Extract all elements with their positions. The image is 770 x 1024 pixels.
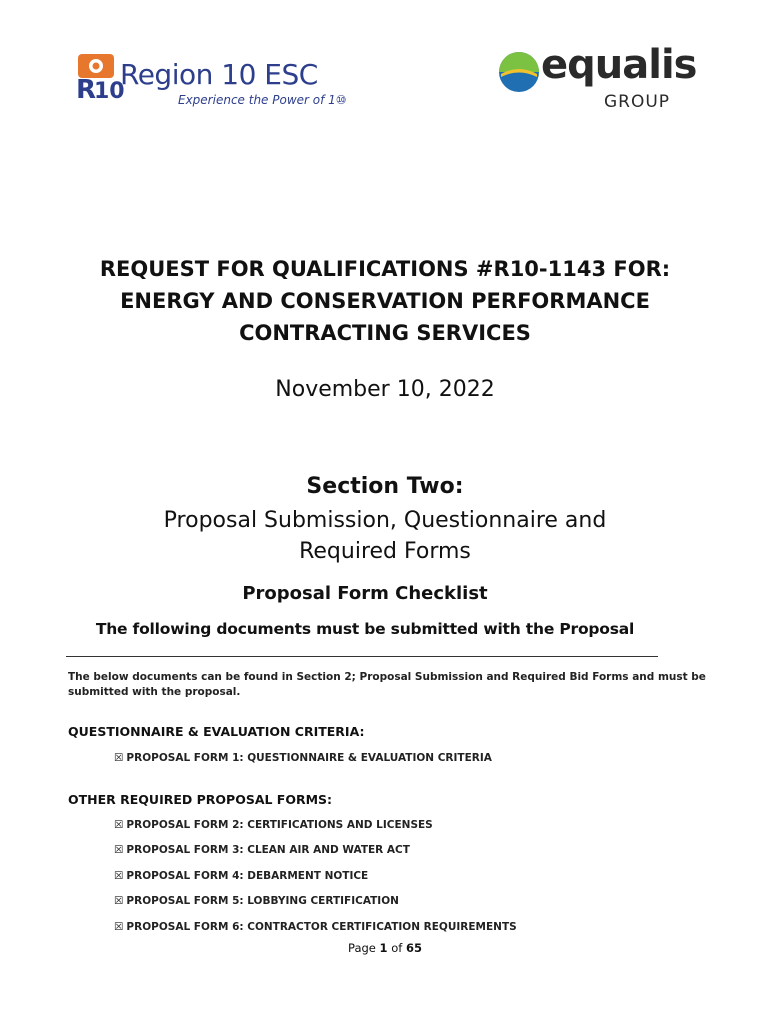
document-title (0, 253, 770, 349)
checked-box-icon: ☒ (114, 819, 124, 831)
title-line: CONTRACTING SERVICES (239, 321, 531, 345)
title-line: REQUEST FOR QUALIFICATIONS #R10-1143 FOR: (99, 257, 671, 281)
checklist-item (114, 844, 410, 856)
checklist-item-label: PROPOSAL FORM 3: CLEAN AIR AND WATER ACT (126, 844, 410, 856)
region10-logo-mark (74, 52, 125, 105)
checklist-note: The following documents must be submitted with the Proposal (95, 620, 635, 638)
section-subtitle-line: Required Forms (299, 539, 471, 564)
divider (66, 656, 658, 657)
checklist-item-label: PROPOSAL FORM 6: CONTRACTOR CERTIFICATION REQUIREMENTS (126, 921, 517, 933)
region10-logo-name: Region 10 ESC (120, 58, 318, 91)
checked-box-icon: ☒ (114, 870, 124, 882)
title-line: ENERGY AND CONSERVATION PERFORMANCE (120, 289, 650, 313)
checked-box-icon: ☒ (114, 844, 124, 856)
checklist-item (114, 895, 399, 907)
checklist-item (114, 819, 433, 831)
intro-paragraph: The below documents can be found in Section 2; Proposal Submission and Required Bid Forms and must be submitted with the proposal. (68, 671, 706, 698)
checklist-item-label: PROPOSAL FORM 2: CERTIFICATIONS AND LICENSES (126, 819, 433, 831)
page-total: 65 (405, 941, 422, 955)
checklist-item-label: PROPOSAL FORM 1: QUESTIONNAIRE & EVALUATION CRITERIA (126, 752, 492, 764)
checklist-item-label: PROPOSAL FORM 4: DEBARMENT NOTICE (126, 870, 369, 882)
page-current: 1 (379, 941, 388, 955)
group-heading-questionnaire: QUESTIONNAIRE & EVALUATION CRITERIA: (68, 724, 365, 739)
svg-text:10: 10 (94, 79, 125, 104)
page-mid: of (387, 941, 406, 955)
checklist-item-label: PROPOSAL FORM 5: LOBBYING CERTIFICATION (126, 895, 399, 907)
checked-box-icon: ☒ (114, 921, 124, 933)
page-prefix: Page (348, 941, 380, 955)
group-heading-other-forms: OTHER REQUIRED PROPOSAL FORMS: (68, 792, 333, 807)
equalis-logo-mark (497, 50, 541, 94)
section-subtitle (0, 505, 770, 567)
page-number (0, 941, 770, 955)
checklist-item (114, 752, 492, 764)
section-subtitle-line: Proposal Submission, Questionnaire and (163, 508, 607, 533)
checklist-item (114, 921, 517, 933)
checklist-item (114, 870, 368, 882)
region10-tagline: Experience the Power of 1⑩ (178, 93, 347, 107)
document-date: November 10, 2022 (275, 377, 495, 402)
svg-text:R: R (76, 75, 97, 105)
checked-box-icon: ☒ (114, 752, 124, 764)
section-heading: Section Two: (306, 474, 464, 499)
checklist-title: Proposal Form Checklist (242, 583, 488, 604)
equalis-logo-group: GROUP (604, 92, 671, 112)
equalis-logo-name: equalis (541, 42, 697, 88)
checked-box-icon: ☒ (114, 895, 124, 907)
